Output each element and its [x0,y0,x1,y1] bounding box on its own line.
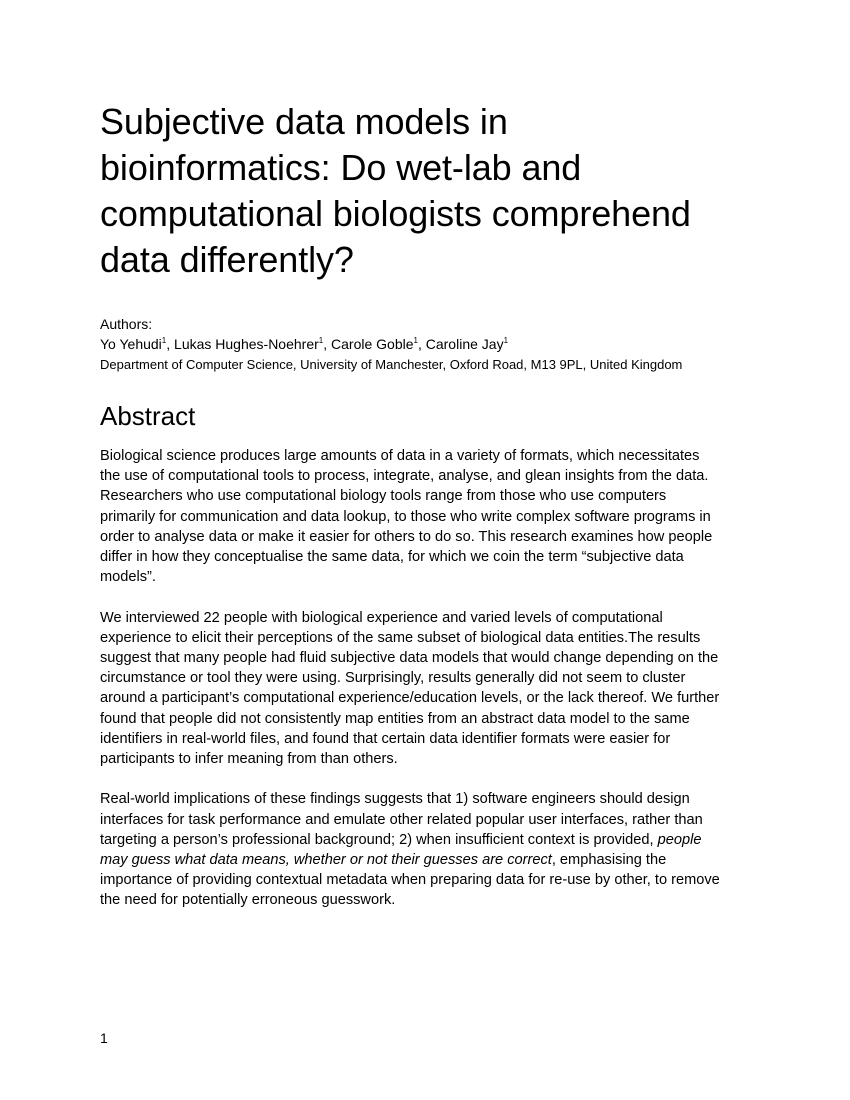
author-affiliation-mark: 1 [503,336,509,345]
text-segment: targeting a person’s professional background; 2) when insufficient context is provided, [100,831,658,848]
title-line: Subjective data models in [100,101,508,142]
author-name: Lukas Hughes-Noehrer [174,336,319,352]
text-line: models”. [100,569,156,586]
abstract-paragraph [100,446,760,587]
text-line: Biological science produces large amounts of data in a variety of formats, which necessitates [100,448,700,464]
text-line: experience to elicit their perceptions of the same subset of biological data entities.The results [100,629,701,646]
page-number: 1 [100,1030,108,1046]
text-line: circumstance or tool they were using. Surprisingly, results generally did not seem to cluster [100,670,686,687]
text-line: Real-world implications of these findings suggests that 1) software engineers should design [100,791,690,808]
paper-title [100,99,760,283]
author-name: Yo Yehudi [100,336,162,352]
author-separator: , [166,336,175,352]
text-line: differ in how they conceptualise the same data, for which we coin the term “subjective data [100,549,684,566]
affiliation: Department of Computer Science, University of Manchester, Oxford Road, M13 9PL, United Kingdom [100,357,683,372]
author-affiliation-mark: 1 [318,336,324,345]
author-affiliation-mark: 1 [161,336,167,345]
title-line: data differently? [100,239,354,280]
author-separator: , [417,336,426,352]
text-line: participants to infer meaning from than others. [100,751,398,768]
author-name: Carole Goble [331,336,414,352]
authors-label: Authors: [100,316,153,332]
author-separator: , [323,336,332,352]
text-line: identifiers in real-world files, and found that certain data identifier formats were easier for [100,730,671,747]
abstract-paragraph [100,789,760,910]
author-list [100,336,508,353]
text-line: importance of providing contextual metadata when preparing data for re-use by other, to remove [100,872,720,889]
abstract-paragraph [100,608,760,770]
text-line [100,830,760,850]
author-name: Caroline Jay [425,336,504,352]
text-line: order to analyse data or make it easier for others to do so. This research examines how people [100,528,713,545]
title-line: bioinformatics: Do wet-lab and [100,147,582,188]
emphasized-text: people [657,831,702,848]
text-line [100,850,760,870]
text-line: We interviewed 22 people with biological experience and varied levels of computational [100,609,663,626]
text-line: the need for potentially erroneous guesswork. [100,892,396,909]
text-line: around a participant’s computational experience/education levels, or the lack thereof. We further [100,690,720,707]
abstract-heading: Abstract [100,401,196,431]
emphasized-text: may guess what data means, whether or not their guesses are correct [100,852,552,869]
text-line: primarily for communication and data lookup, to those who write complex software programs in [100,508,711,525]
text-segment: , emphasising the [551,852,667,869]
text-line: the use of computational tools to process, integrate, analyse, and glean insights from the data. [100,468,709,485]
text-line: found that people did not consistently map entities from an abstract data model to the same [100,710,690,727]
text-line: suggest that many people had fluid subjective data models that would change depending on the [100,650,719,667]
text-line: Researchers who use computational biology tools range from those who use computers [100,488,667,505]
abstract-body [100,446,760,931]
author-affiliation-mark: 1 [413,336,418,345]
text-line: interfaces for task performance and emulate other related popular user interfaces, rather than [100,811,703,828]
title-line: computational biologists comprehend [100,193,691,234]
